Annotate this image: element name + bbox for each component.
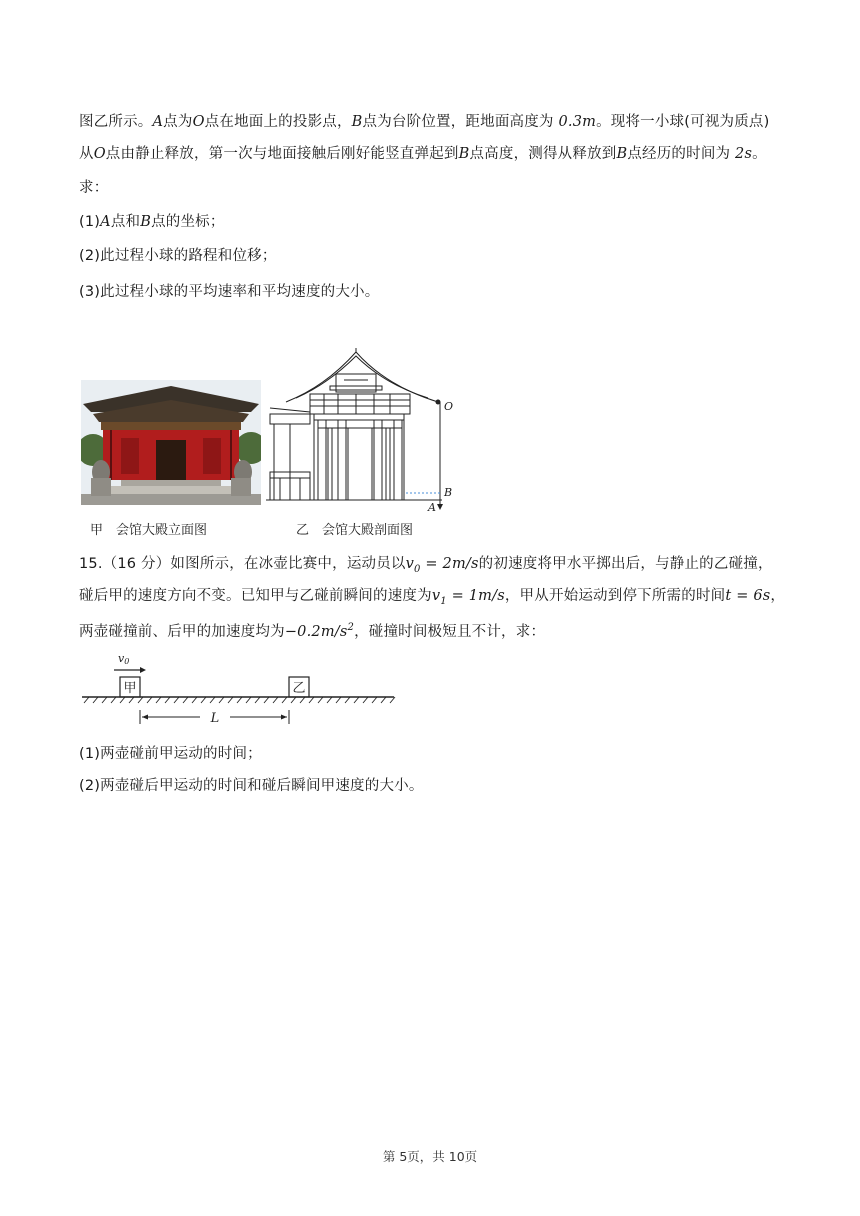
page-footer: 第 5页，共 10页: [382, 1149, 478, 1164]
temple-photo: [81, 380, 261, 505]
fig-label-O: O: [444, 400, 454, 413]
fig-left-caption: 甲 会馆大殿立面图: [90, 523, 208, 538]
p14-line-3: 求：: [79, 180, 109, 196]
p14-question-2: (2)此过程小球的路程和位移；: [79, 248, 277, 264]
p15-question-1: (1)两壶碰前甲运动的时间；: [79, 746, 262, 762]
stone-jia: 甲: [123, 681, 137, 696]
fig-L-label: L: [210, 711, 220, 726]
p15-line-1: 15.（16 分）如图所示，在冰壶比赛中，运动员以$v_0 = 2m/s$的初速度将甲水平掷出后，与静止的乙碰撞，: [79, 556, 773, 575]
fig-label-A: A: [428, 501, 436, 514]
fig-right-caption: 乙 会馆大殿剖面图: [296, 523, 414, 538]
section-drawing: [266, 346, 466, 516]
fig-v0-label: v0: [118, 652, 130, 666]
p15-line-3: 两壶碰撞前、后甲的加速度均为$-0.2m/s^2$，碰撞时间极短且不计，求：: [79, 622, 546, 640]
stone-yi: 乙: [292, 681, 306, 696]
curling-diagram: [80, 650, 400, 730]
p14-question-1: (1)A点和B点的坐标；: [79, 214, 225, 230]
p15-line-2: 碰后甲的速度方向不变。已知甲与乙碰前瞬间的速度为$v_1 = 1m/s$，甲从开始运动到停下所需的时间t = 6s，: [79, 588, 786, 607]
p14-line-1: 图乙所示。A点为O点在地面上的投影点，B点为台阶位置，距地面高度为 0.3m。现将一小球(可视为质点): [79, 114, 770, 130]
p14-line-2: 从O点由静止释放，第一次与地面接触后刚好能竖直弹起到B点高度，测得从释放到B点经历的时间为 2s。: [79, 146, 767, 162]
fig-label-B: B: [444, 486, 453, 499]
p14-question-3: (3)此过程小球的平均速率和平均速度的大小。: [79, 284, 380, 300]
p15-question-2: (2)两壶碰后甲运动的时间和碰后瞬间甲速度的大小。: [79, 778, 424, 794]
